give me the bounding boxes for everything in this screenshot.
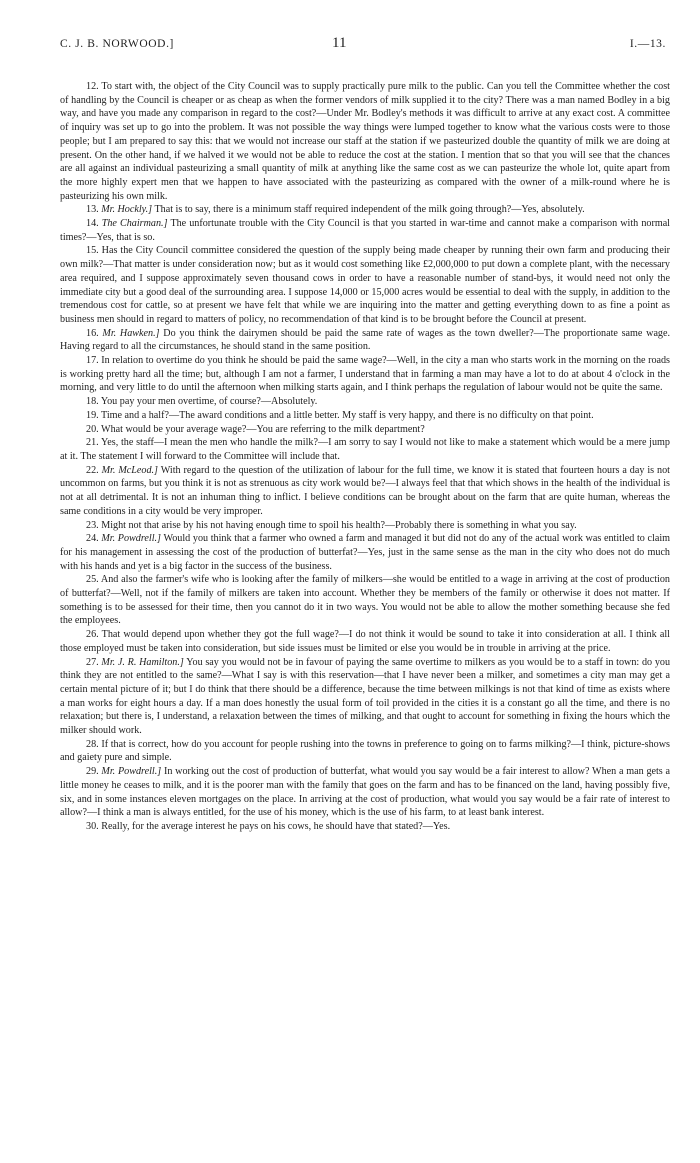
- question-paragraph: 14. The Chairman.] The unfortunate trouble with the City Council is that you started in war-time and cannot make a comparison with normal times?—Yes, that is so.: [60, 218, 670, 243]
- question-paragraph: 21. Yes, the staff—I mean the men who handle the milk?—I am sorry to say I would not like to make a statement which would be a mere jump at it. The statement I will forward to the Committee will include that.: [60, 437, 670, 462]
- speaker-name: The Chairman.]: [101, 218, 168, 230]
- question-paragraph: 19. Time and a half?—The award conditions and a little better. My staff is very happy, and there is no difficulty on that point.: [86, 409, 594, 421]
- speaker-name: Mr. J. R. Hamilton.]: [101, 656, 184, 668]
- question-paragraph: 13. Mr. Hockly.] That is to say, there is a minimum staff required independent of the milk going through?—Yes, absolutely.: [86, 204, 585, 216]
- page-number: 11: [332, 35, 347, 51]
- question-paragraph: 28. If that is correct, how do you account for people rushing into the towns in preference to going on to farms milking?—I think, picture-shows and gaiety pure and simple.: [60, 738, 670, 764]
- speaker-name: Mr. Powdrell.]: [101, 766, 162, 778]
- speaker-name: Mr. Hawken.]: [102, 327, 160, 339]
- question-paragraph: 29. Mr. Powdrell.] In working out the cost of production of butterfat, what would you say would be a fair interest to allow? When a man gets a little money he ceases to milk, and it is the poorer man with the family that goes on the farm and has to be financed on the land, having possibly five, six, and in some instances eleven mortgages on the place. In arriving at the cost of production, what would you say would be a fair rate of interest to allow?—I think a man is always entitled, for the use of his money, which is the use of his farm, to at least bank interest.: [60, 766, 671, 819]
- question-paragraph: 18. You pay your men overtime, of course?—Absolutely.: [86, 396, 318, 408]
- question-paragraph: 17. In relation to overtime do you think he should be paid the same wage?—Well, in the city a man who starts work in the morning on the roads is working pretty hard all the time; but, although I am not a farmer, I understand that in farming a man may have a lot to do at about 4 o'clock in the morning, and very little to do until the afternoon when milking starts again, and I think perhaps the regulation of labour would not be quite the same.: [60, 355, 670, 394]
- question-paragraph: 24. Mr. Powdrell.] Would you think that a farmer who owned a farm and managed it but did not do any of the actual work was entitled to claim for his management in assessing the cost of the production of butterfat?—Yes, just in the same sense as the man in the city who does not do much with his hands and yet is a big factor in the success of the business.: [60, 533, 671, 572]
- question-paragraph: 15. Has the City Council committee considered the question of the supply being made cheaper by running their own farm and producing their own milk?—That matter is under consideration now; but as it would cost something like £2,000,000 to put down a complete plant, with the necessary area required, and I suppose approximately seven thousand cows in order to have a reasonable number of stand-bys, it would need not only the immediate city but a good deal of the surrounding area. I suppose 14,000 or 15,000 acres would be essential to deal with the supply, in addition to the tremendous cost for cattle, so at present we have felt that while we are inquiring into the matter and getting everything down to as fine a point as business men should in regard to matters of policy, no recommendation of that kind is to be brought before the Council at present.: [60, 245, 671, 325]
- question-paragraph: 22. Mr. McLeod.] With regard to the question of the utilization of labour for the full time, we know it is stated that fourteen hours a day is not uncommon on farms, but you think it is not as strenuous as city work would be?—I always feel that that which shows in the health of the individual is not at all detrimental. It is not an inhuman thing to inflict. I believe conditions can be brought about on the farm that are quite human, whereas the same conditions in a city would be very improper.: [60, 464, 670, 517]
- transcript-body: [60, 80, 670, 834]
- question-paragraph: 12. To start with, the object of the City Council was to supply practically pure milk to the public. Can you tell the Committee whether the cost of handling by the Council is cheaper or as cheap as when the former vendors of milk supplied it to the city? There was a man named Bodley in a big way, and have you made any comparison in regard to the cost?—Under Mr. Bodley's methods it was difficult to arrive at any exact cost. A committee of inquiry was set up to go into the problem. It was not possible the way things were lumped together to know what the various costs were to those people; but I am prepared to say this: that we would not increase our staff at the station if we pasteurized double the quantity of milk we are doing at present. On the other hand, if we halved it we would not be able to reduce the cost at the station. I mention that so that you will see that the chances are all against an individual pasteurizing a small quantity of milk at anything like the same cost as we can pasteurize the whole lot, quite apart from the more highly expert men that we happen to have associated with the pasteurizing as compared with the owner of a milk-round where he is pasteurizing his own milk.: [60, 81, 670, 202]
- speaker-name: Mr. McLeod.]: [101, 464, 158, 476]
- question-paragraph: 30. Really, for the average interest he pays on his cows, he should have that stated?—Yes.: [86, 820, 451, 832]
- speaker-name: Mr. Powdrell.]: [101, 533, 161, 545]
- question-paragraph: 26. That would depend upon whether they got the full wage?—I do not think it would be sound to take it into consideration at all. I think all those employed must be taken into consideration, but side issues must be limited or else you would be in trouble in arriving at the price.: [60, 629, 670, 654]
- document-reference: I.—13.: [629, 38, 666, 50]
- witness-name: C. J. B. NORWOOD.]: [60, 38, 174, 50]
- question-paragraph: 27. Mr. J. R. Hamilton.] You say you would not be in favour of paying the same overtime to milkers as you would be to a staff in town: do you think they are not entitled to the same?—What I say is with this reservation—that I have never been a milker, and sometimes a city man may get a certain mental picture of it; but I do think that there should be a difference, because the time between milkings is not that kind of time as exists where a man works for eight hours a day. If a man does honestly the usual form of toil provided in the cities it is a constant go all the time, and there is no relaxation; but there is, I understand, a relaxation between the times of milking, and that ought to account for something in fixing the hours which the milker should work.: [60, 656, 671, 737]
- question-paragraph: 20. What would be your average wage?—You are referring to the milk department?: [86, 423, 425, 435]
- page-header: [60, 35, 670, 56]
- speaker-name: Mr. Hockly.]: [101, 204, 153, 216]
- question-paragraph: 23. Might not that arise by his not having enough time to spoil his health?—Probably there is something in what you say.: [86, 519, 577, 531]
- question-paragraph: 25. And also the farmer's wife who is looking after the family of milkers—she would be entitled to a wage in arriving at the cost of production of butterfat?—Well, not if the family of milkers are taken into account. Whether they be members of the family or otherwise it does not matter. If something is to be assessed for their time, then you cannot do it in two ways. You would not be able to allow the mother something because she fed the employees.: [60, 574, 670, 627]
- question-paragraph: 16. Mr. Hawken.] Do you think the dairymen should be paid the same rate of wages as the town dweller?—The proportionate same wage. Having regard to all the circumstances, he should stand in the same position.: [60, 327, 671, 353]
